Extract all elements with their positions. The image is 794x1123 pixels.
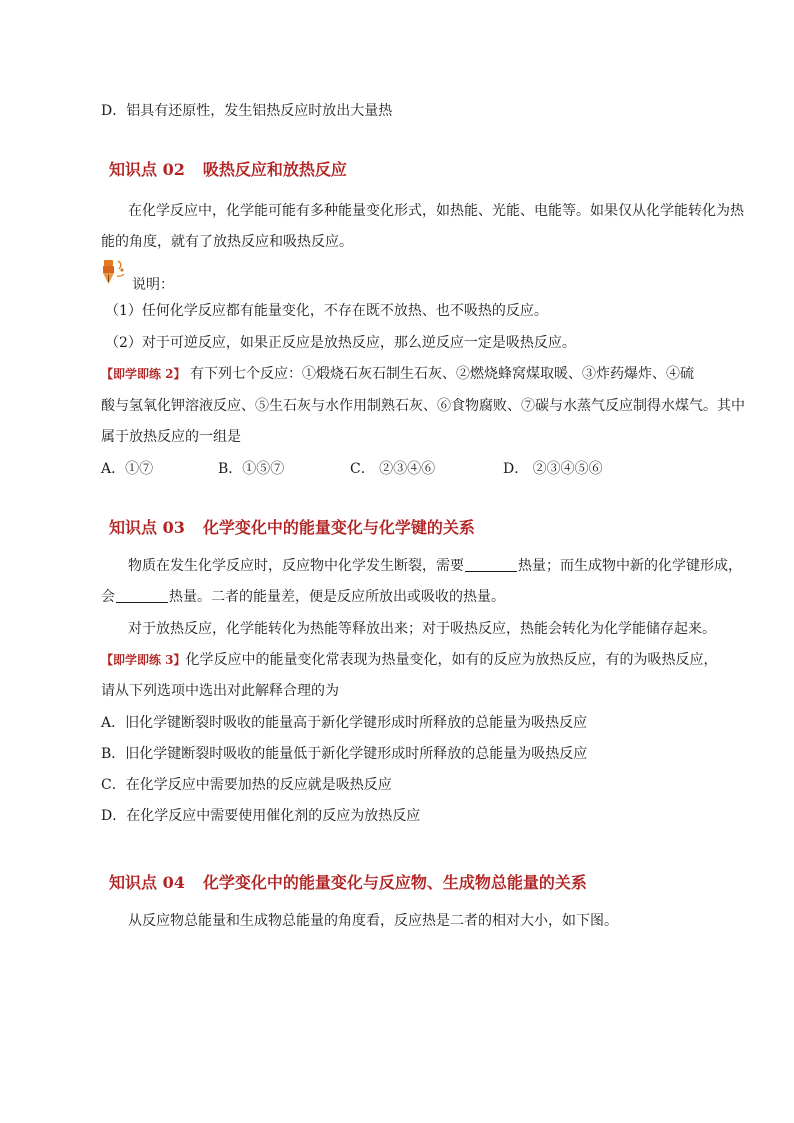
- answer-option-c: C． ②③④⑥: [350, 461, 436, 477]
- practice-text: 请从下列选项中选出对此解释合理的为: [101, 683, 339, 699]
- answer-option-d: D．在化学反应中需要使用催化剂的反应为放热反应: [101, 808, 421, 824]
- paragraph-line: 从反应物总能量和生成物总能量的角度看，反应热是二者的相对大小，如下图。: [128, 913, 618, 929]
- answer-option-b: B．①⑤⑦: [218, 461, 285, 477]
- practice-text: 有下列七个反应：①煅烧石灰石制生石灰、②燃烧蜂窝煤取暖、③炸药爆炸、④硫: [189, 366, 694, 382]
- note-label: 说明：: [132, 277, 174, 293]
- answer-option-d: D． ②③④⑤⑥: [503, 461, 603, 477]
- section-heading-04: [109, 872, 587, 894]
- paragraph-line: [128, 556, 742, 576]
- q1-option-d: D．铝具有还原性，发生铝热反应时放出大量热: [101, 103, 393, 119]
- paragraph-line: 在化学反应中，化学能可能有多种能量变化形式，如热能、光能、电能等。如果仅从化学能转化为热: [128, 203, 744, 219]
- section-title: 吸热反应和放热反应: [202, 160, 347, 179]
- answer-option-a: A．旧化学键断裂时吸收的能量高于新化学键形成时所释放的总能量为吸热反应: [101, 715, 588, 731]
- paragraph-text: 物质在发生化学反应时，反应物中化学发生断裂，需要: [128, 558, 464, 574]
- section-number: 知识点 03: [109, 518, 185, 537]
- practice-tag: 【即学即练 2】: [101, 367, 186, 381]
- answer-option-a: A．①⑦: [101, 461, 154, 477]
- note-item: （2）对于可逆反应，如果正反应是放热反应，那么逆反应一定是吸热反应。: [105, 335, 576, 351]
- answer-option-c: C．在化学反应中需要加热的反应就是吸热反应: [101, 777, 392, 793]
- practice-text: 属于放热反应的一组是: [101, 429, 241, 445]
- practice-text: 酸与氢氧化钾溶液反应、⑤生石灰与水作用制熟石灰、⑥食物腐败、⑦碳与水蒸气反应制得水煤气。其中: [101, 398, 745, 414]
- paragraph-text: 会: [101, 589, 115, 605]
- fill-in-blank: [116, 588, 168, 603]
- paragraph-line: [101, 587, 505, 607]
- section-heading-03: [109, 517, 475, 539]
- section-number: 知识点 02: [109, 160, 185, 179]
- pen-nib-icon: [100, 258, 132, 288]
- paragraph-line: 能的角度，就有了放热反应和吸热反应。: [101, 234, 353, 250]
- fill-in-blank: [465, 557, 517, 572]
- section-title: 化学变化中的能量变化与化学键的关系: [202, 518, 475, 537]
- practice-text: 化学反应中的能量变化常表现为热量变化，如有的反应为放热反应，有的为吸热反应，: [185, 652, 718, 668]
- practice-question-3: [101, 650, 718, 670]
- section-heading-02: [109, 159, 347, 181]
- section-number: 知识点 04: [109, 873, 185, 892]
- paragraph-text: 热量。二者的能量差，便是反应所放出或吸收的热量。: [169, 589, 505, 605]
- practice-tag: 【即学即练 3】: [101, 653, 186, 667]
- paragraph-text: 热量；而生成物中新的化学键形成，: [518, 558, 742, 574]
- paragraph-line: 对于放热反应，化学能转化为热能等释放出来；对于吸热反应，热能会转化为化学能储存起来。: [128, 621, 716, 637]
- answer-option-b: B．旧化学键断裂时吸收的能量低于新化学键形成时所释放的总能量为吸热反应: [101, 746, 588, 762]
- note-item: （1）任何化学反应都有能量变化，不存在既不放热、也不吸热的反应。: [105, 303, 548, 319]
- section-title: 化学变化中的能量变化与反应物、生成物总能量的关系: [202, 873, 587, 892]
- practice-question-2: [101, 364, 694, 384]
